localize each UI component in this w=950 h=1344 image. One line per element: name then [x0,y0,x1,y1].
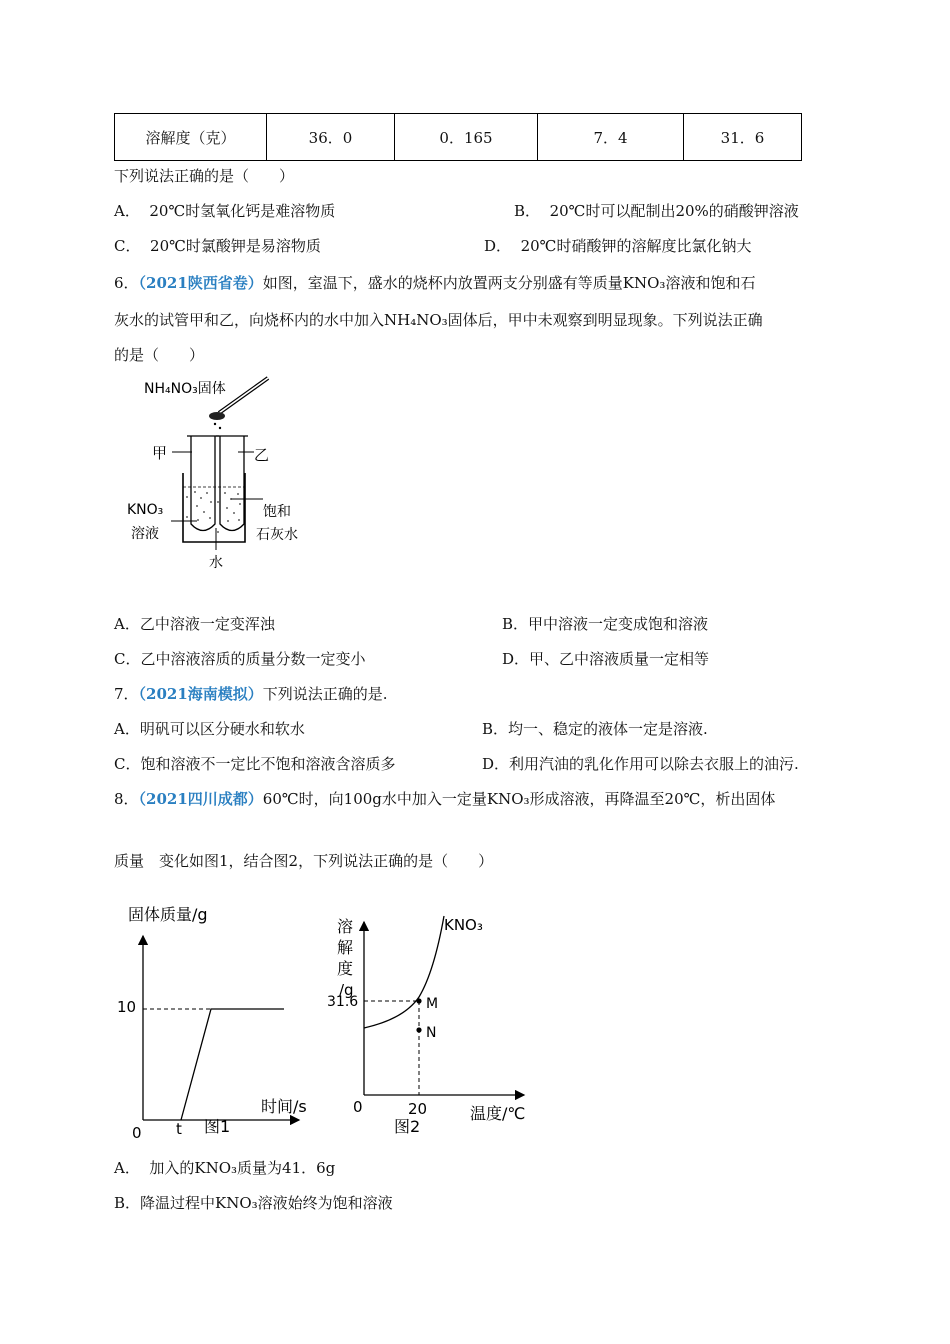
source-tag: （2021四川成都） [138,790,263,808]
fig2-y-label-char: 解 [337,938,354,957]
beaker-experiment-figure [125,372,315,577]
q6-option-a [114,614,275,634]
fig2-curve-label: KNO₃ [444,916,483,934]
point-n-label: N [426,1025,437,1041]
fig2-y-tick: 31.6 [327,994,359,1010]
q5-option-b [514,201,799,221]
option-text: 降温过程中KNO₃溶液始终为饱和溶液 [140,1194,393,1212]
question-7-line [114,684,388,704]
q6-option-c [114,649,366,669]
question-number: 8． [114,790,139,808]
table-row [115,114,802,161]
point-m-label: M [426,996,439,1012]
table-cell: 7．4 [538,114,684,161]
right-label-1: 饱和 [263,504,291,520]
table-cell-label: 溶解度（克） [115,114,267,161]
question-6-line-1 [114,273,755,293]
q6-option-b [502,614,708,634]
option-key: B． [114,1194,141,1212]
question-number: 7． [114,685,139,703]
figure-1-chart [112,898,322,1143]
option-key: B． [502,615,529,633]
solid-grain [214,423,216,425]
left-label-2: 溶液 [131,526,159,542]
q7-option-d [482,754,799,774]
q5-option-c [114,236,321,256]
fig1-x-tick: t [176,1120,182,1138]
option-text: 均一、稳定的液体一定是溶液. [508,720,708,738]
point-m [416,998,421,1003]
option-text: 甲中溶液一定变成饱和溶液 [528,615,709,633]
option-key: A． [114,1159,140,1177]
fig2-origin: 0 [353,1098,363,1116]
source-tag: （2021陕西省卷） [138,274,263,292]
fig1-origin: 0 [132,1124,142,1142]
tube-b-label: 乙 [254,446,270,464]
solid-label: NH₄NO₃固体 [144,381,226,397]
left-label-1: KNO₃ [127,502,164,518]
q8-option-b [114,1193,393,1213]
point-n [416,1027,421,1032]
fig1-x-axis-label: 时间/s [261,1097,307,1116]
tube-a-label: 甲 [152,444,168,462]
option-text: 饱和溶液不一定比不饱和溶液含溶质多 [140,755,396,773]
option-key: B． [482,720,509,738]
figure-2-chart [322,902,534,1143]
tube-a [191,436,215,531]
option-text: 乙中溶液溶质的质量分数一定变小 [140,650,366,668]
solid-grain [219,427,221,429]
spoon-handle-inner [219,378,268,413]
question-text: 60℃时，向100g水中加入一定量KNO₃形成溶液，再降温至20℃，析出固体 [262,790,776,808]
fig2-y-label-char: /g [339,981,354,999]
spoon-bowl [209,412,225,420]
table-cell: 36．0 [267,114,395,161]
tube-b [220,436,244,531]
beaker-outline [183,473,245,542]
right-label-2: 石灰水 [256,527,298,543]
option-key: C． [114,650,141,668]
q5-option-d [484,236,751,256]
fig2-y-label-char: 溶 [337,917,354,936]
fig1-y-tick: 10 [117,998,137,1016]
option-key: A． [114,615,140,633]
fig1-y-axis-label: 固体质量/g [128,905,208,924]
option-key: D． [484,237,512,255]
fig2-y-label-char: 度 [337,959,354,978]
option-key: A． [114,202,140,220]
option-text: 20℃时氯酸钾是易溶物质 [150,237,321,255]
option-key: A． [114,720,140,738]
q7-option-b [482,719,708,739]
table-cell: 31．6 [684,114,802,161]
fig2-x-axis-label: 温度/℃ [470,1104,526,1123]
q7-option-a [114,719,305,739]
option-text: 20℃时硝酸钾的溶解度比氯化钠大 [520,237,752,255]
water-label: 水 [209,555,223,571]
option-key: C． [114,237,141,255]
question-6-line-3: 的是（ ） [114,346,205,364]
option-key: D． [502,650,530,668]
option-text: 乙中溶液一定变浑浊 [139,615,275,633]
table-cell: 0．165 [395,114,538,161]
option-text: 甲、乙中溶液质量一定相等 [529,650,710,668]
option-key: C． [114,755,141,773]
fig1-caption: 图1 [204,1117,231,1136]
q7-option-c [114,754,396,774]
option-text: 20℃时可以配制出20%的硝酸钾溶液 [549,202,799,220]
solubility-table [114,113,802,161]
question-number: 6． [114,274,139,292]
fig2-x-tick: 20 [408,1100,428,1118]
question-8-line-1 [114,789,775,809]
q6-option-d [502,649,709,669]
option-text: 利用汽油的乳化作用可以除去衣服上的油污. [509,755,799,773]
source-tag: （2021海南模拟） [138,685,263,703]
option-text: 20℃时氢氧化钙是难溶物质 [149,202,336,220]
question-text: 下列说法正确的是. [262,685,388,703]
option-key: D． [482,755,510,773]
question-8-line-2: 质量 变化如图1，结合图2，下列说法正确的是（ ） [114,852,494,870]
fig2-caption: 图2 [394,1117,421,1136]
q8-option-a [114,1158,335,1178]
option-text: 明矾可以区分硬水和软水 [139,720,305,738]
question-6-line-2: 灰水的试管甲和乙，向烧杯内的水中加入NH₄NO₃固体后，甲中未观察到明显现象。下列说法正确 [114,311,763,329]
q5-option-a [114,201,335,221]
option-key: B． [514,202,541,220]
question-5-stem: 下列说法正确的是（ ） [114,167,295,185]
question-text: 如图，室温下，盛水的烧杯内放置两支分别盛有等质量KNO₃溶液和饱和石 [262,274,756,292]
option-text: 加入的KNO₃质量为41．6g [149,1159,336,1177]
